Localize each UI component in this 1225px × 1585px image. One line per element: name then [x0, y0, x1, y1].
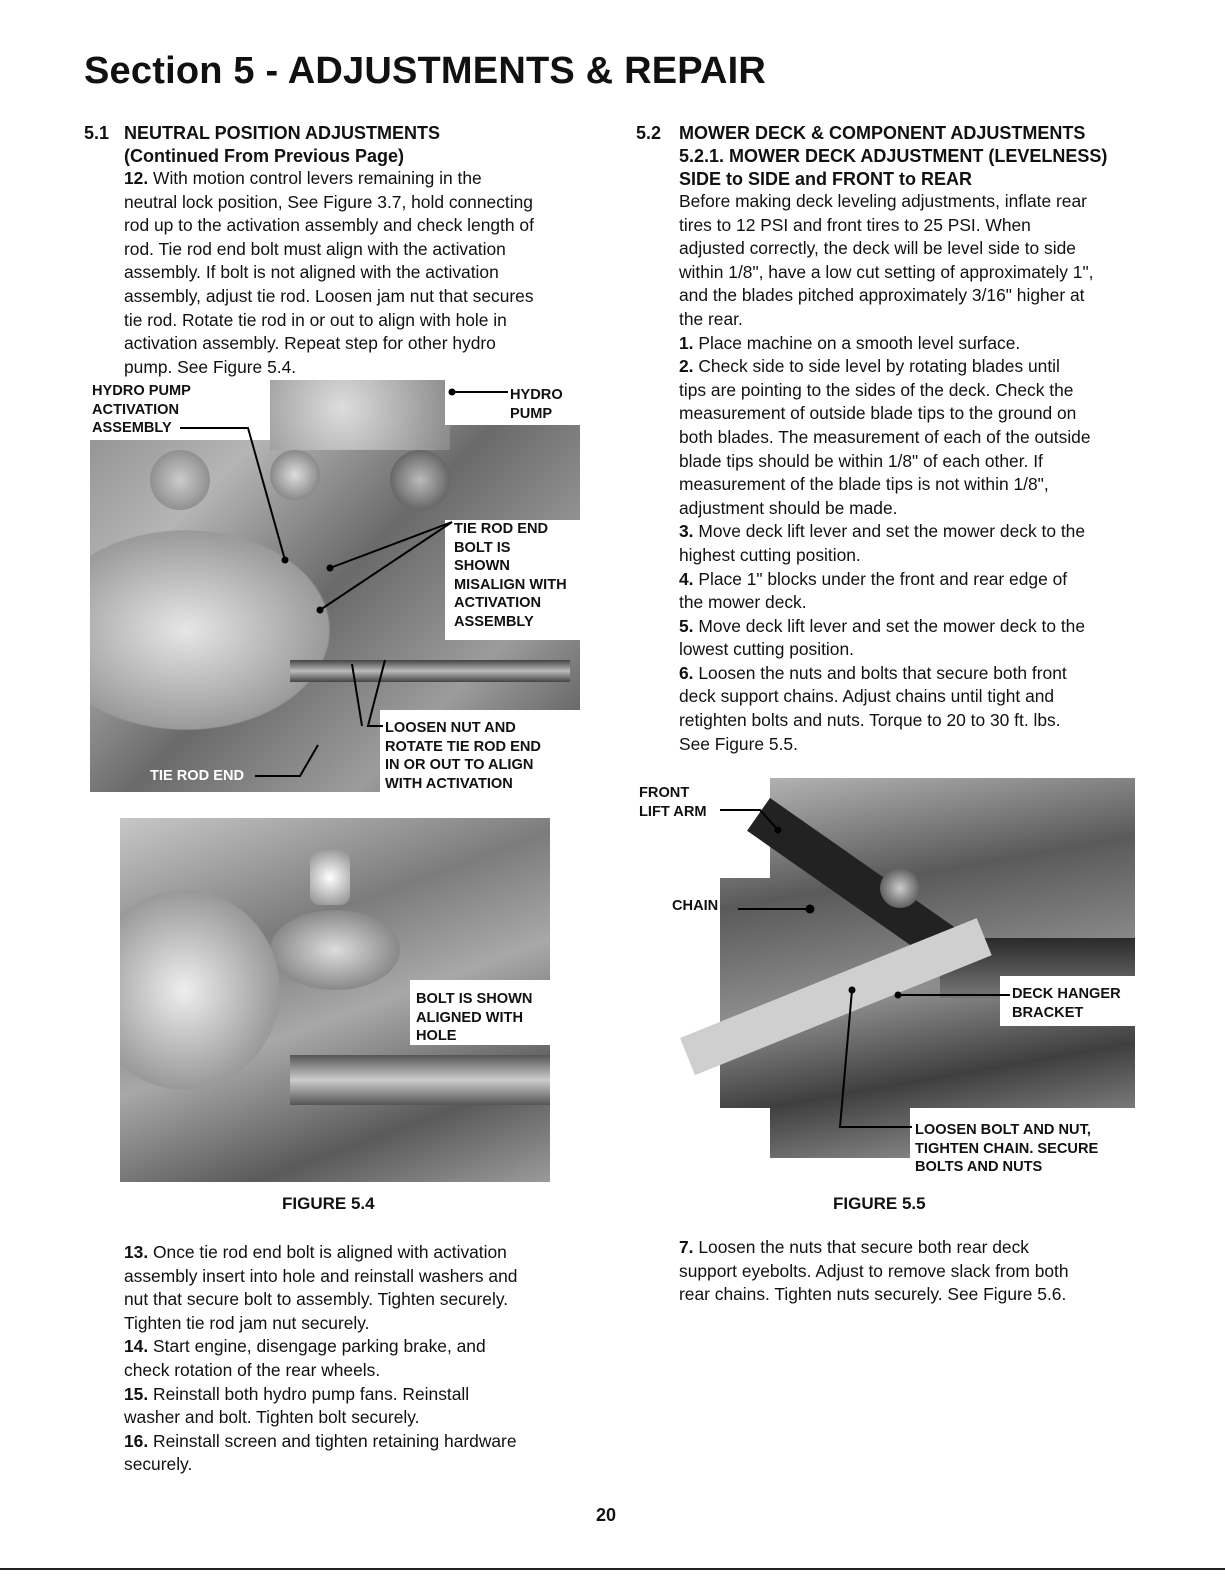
section-number: 5.1 [84, 123, 110, 143]
page-number: 20 [596, 1505, 617, 1525]
intro-paragraph: Before making deck leveling adjustments, inflate rear tires to 12 PSI and front tires to 25 PSI. When adjusted correctly, the deck will be level side to side within 1/8", have a low cut setting of approximately 1", and the blades pitched approximately 3/16" higher at the rear. 1. Place machine on a smooth level surface. 2. Check side to side level by rotating blades until tips are pointing to the sides of the deck. Check the measurement of outside blade tips to the ground on both blades. The measurement of each of the outside blade tips should be within 1/8" of each other. If measurement of the blade tips is not within 1/8", adjustment should be made. 3. Move deck lift lever and set the mower deck to the highest cutting position. 4. Place 1" blocks under the front and rear edge of the mower deck. 5. Move deck lift lever and set the mower deck to the lowest cutting position. 6. Loosen the nuts and bolts that secure both front deck support chains. Adjust chains until tight and retighten bolts and nuts. Torque to 20 to 30 ft. lbs. See Figure 5.5. [679, 191, 1094, 754]
section-subtitle: (Continued From Previous Page) [124, 146, 405, 166]
callout-loosen-nut: LOOSEN NUT AND ROTATE TIE ROD END IN OR OUT TO ALIGN WITH ACTIVATION [385, 720, 541, 792]
page-title: Section 5 - ADJUSTMENTS & REPAIR [84, 50, 767, 92]
callout-deck-hanger: DECK HANGER BRACKET [1012, 986, 1121, 1021]
callout-tie-rod-misalign: TIE ROD END BOLT IS SHOWN MISALIGN WITH ACTIVATION ASSEMBLY [454, 521, 567, 630]
figure-5-5-caption: FIGURE 5.5 [833, 1194, 926, 1213]
bottom-rule [0, 1568, 1225, 1570]
callout-tie-rod-end: TIE ROD END [150, 768, 245, 784]
step-number: 12. [124, 168, 149, 188]
subsection-title: 5.2.1. MOWER DECK ADJUSTMENT (LEVELNESS) [679, 146, 1108, 166]
callout-chain: CHAIN [672, 898, 719, 914]
callout-front-lift-arm: FRONT LIFT ARM [639, 785, 707, 820]
step-12: 12. With motion control levers remaining in the neutral lock position, See Figure 3.7, hold connecting rod up to the activation assembly and check length of rod. Tie rod end bolt must align with the activation assembly. If bolt is not aligned with the activation assembly, adjust tie rod. Loosen jam nut that secures tie rod. Rotate tie rod in or out to align with hole in activation assembly. Repeat step for other hydro pump. See Figure 5.4. [124, 168, 534, 377]
callout-loosen-bolt: LOOSEN BOLT AND NUT, TIGHTEN CHAIN. SECURE BOLTS AND NUTS [915, 1122, 1099, 1176]
callout-hydro-pump-activation: HYDRO PUMP ACTIVATION ASSEMBLY [92, 383, 191, 437]
figure-5-4-caption: FIGURE 5.4 [282, 1194, 375, 1213]
callout-bolt-aligned: BOLT IS SHOWN ALIGNED WITH HOLE [416, 991, 533, 1045]
subsection-title-2: SIDE to SIDE and FRONT to REAR [679, 169, 973, 189]
section-number-2: 5.2 [636, 123, 662, 143]
callout-hydro-pump: HYDRO PUMP [510, 387, 563, 422]
section-title: NEUTRAL POSITION ADJUSTMENTS [124, 123, 441, 143]
steps-13-16: 13. Once tie rod end bolt is aligned with activation assembly insert into hole and reinstall washers and nut that secure bolt to assembly. Tighten securely. Tighten tie rod jam nut securely. 14. Start engine, disengage parking brake, and check rotation of the rear wheels. 15. Reinstall both hydro pump fans. Reinstall washer and bolt. Tighten bolt securely. 16. Reinstall screen and tighten retaining hardware securely. [124, 1242, 518, 1475]
section-title-2: MOWER DECK & COMPONENT ADJUSTMENTS [679, 123, 1086, 143]
step-7: 7. Loosen the nuts that secure both rear deck support eyebolts. Adjust to remove slack from both rear chains. Tighten nuts securely. See Figure 5.6. [679, 1237, 1069, 1305]
